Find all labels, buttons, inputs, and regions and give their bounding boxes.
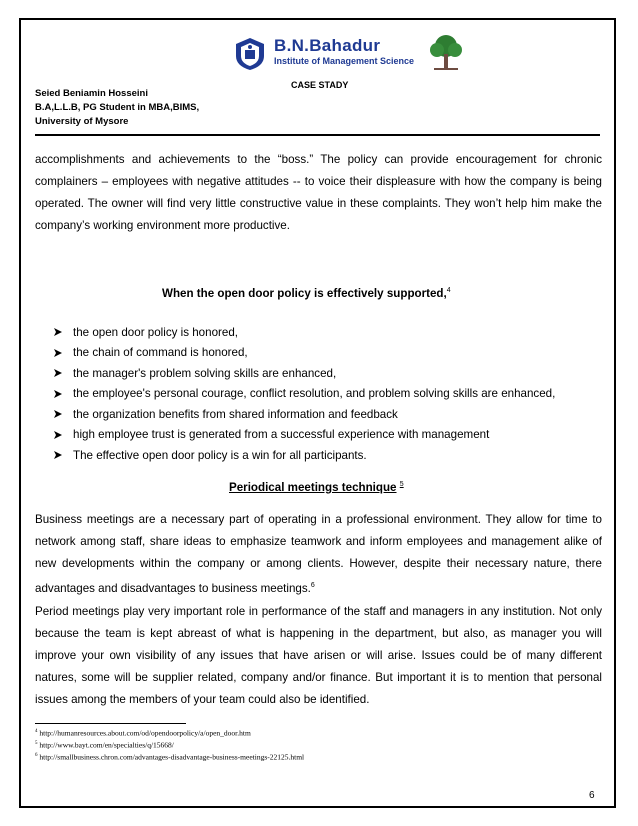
footnote-number: 6 [35, 753, 38, 758]
footnote-4 [35, 727, 304, 739]
header-divider [35, 134, 600, 136]
institute-subtitle: Institute of Management Science [274, 56, 415, 66]
paragraph-2 [35, 509, 602, 600]
footnote-number: 5 [35, 741, 38, 746]
footnote-6 [35, 751, 304, 763]
footnote-divider [35, 723, 186, 724]
arrowhead-bullet-icon [53, 327, 63, 337]
case-title: CASE STADY [291, 80, 349, 90]
list-item-text: the employee's personal courage, conflict resolution, and problem solving skills are enhanced, [73, 387, 556, 401]
footnote-number: 4 [35, 729, 38, 734]
footnote-link[interactable]: http://smallbusiness.chron.com/advantages-disadvantage-business-meetings-22125.html [39, 752, 305, 762]
list-item [53, 404, 555, 425]
list-item-text: the manager's problem solving skills are enhanced, [73, 366, 337, 380]
arrowhead-bullet-icon [53, 450, 63, 460]
paragraph-1: accomplishments and achievements to the “boss.” The policy can provide encouragement for chronic complainers – employees with negative attitudes -- to voice their displeasure with how the company is being operated. The owner will find very little constructive value in these complaints. They won’t help him make the company’s working environment more productive. [35, 153, 602, 232]
footnote-link[interactable]: http://humanresources.about.com/od/opendoorpolicy/a/open_door.htm [39, 728, 251, 738]
list-item [53, 445, 555, 466]
footnote-ref-5: 5 [399, 481, 404, 489]
arrowhead-bullet-icon [53, 409, 63, 419]
arrowhead-bullet-icon [53, 389, 63, 399]
heading-open-door-policy [162, 287, 451, 300]
arrowhead-bullet-icon [53, 348, 63, 358]
list-item-text: the open door policy is honored, [73, 325, 239, 339]
list-item [53, 363, 555, 384]
tree-logo-icon [426, 32, 466, 76]
author-name: Seied Beniamin Hosseini [35, 88, 148, 99]
list-item [53, 343, 555, 364]
footnote-5 [35, 739, 304, 751]
footnote-link[interactable]: http://www.bayt.com/en/specialties/q/15668/ [39, 740, 174, 750]
footnotes [35, 727, 304, 763]
list-item-text: high employee trust is generated from a successful experience with management [73, 428, 490, 442]
list-item [53, 425, 555, 446]
institute-name: B.N.Bahadur [274, 36, 381, 55]
list-item-text: the organization benefits from shared information and feedback [73, 407, 398, 421]
bullet-list [53, 322, 555, 466]
author-university: University of Mysore [35, 116, 129, 127]
footnote-ref-4: 4 [446, 287, 451, 295]
author-block [35, 87, 199, 129]
page-number: 6 [589, 790, 595, 801]
footnote-ref-6: 6 [310, 582, 315, 589]
author-degree: B.A,L.L.B, PG Student in MBA,BIMS, [35, 102, 200, 113]
arrowhead-bullet-icon [53, 368, 63, 378]
heading-text: Periodical meetings technique [229, 481, 397, 494]
paragraph-2-text: Business meetings are a necessary part of operating in a professional environment. They allow for time to network among staff, share ideas to emphasize teamwork and inform employees and management alike of new developments within the company or among clients. However, despite their necessary nature, there advantages and disadvantages to business meetings. [35, 513, 602, 595]
crest-logo-icon [232, 36, 268, 72]
arrowhead-bullet-icon [53, 430, 63, 440]
list-item-text: the chain of command is honored, [73, 346, 248, 360]
list-item [53, 322, 555, 343]
list-item-text: The effective open door policy is a win for all participants. [73, 448, 367, 462]
heading-text: When the open door policy is effectively supported, [162, 287, 447, 300]
paragraph-3: Period meetings play very important role in performance of the staff and managers in any institution. Not only because the team is kept abreast of what is happening in the department, but also, as manager you will improve your own visibility of any issues that have arisen or will arise. Issues could be of many different natures, some will be supplier related, company and/or finance. But important it is to mention that personal issues among the members of your team could also be identified. [35, 605, 602, 706]
list-item [53, 384, 555, 405]
heading-periodical-meetings [229, 481, 404, 494]
